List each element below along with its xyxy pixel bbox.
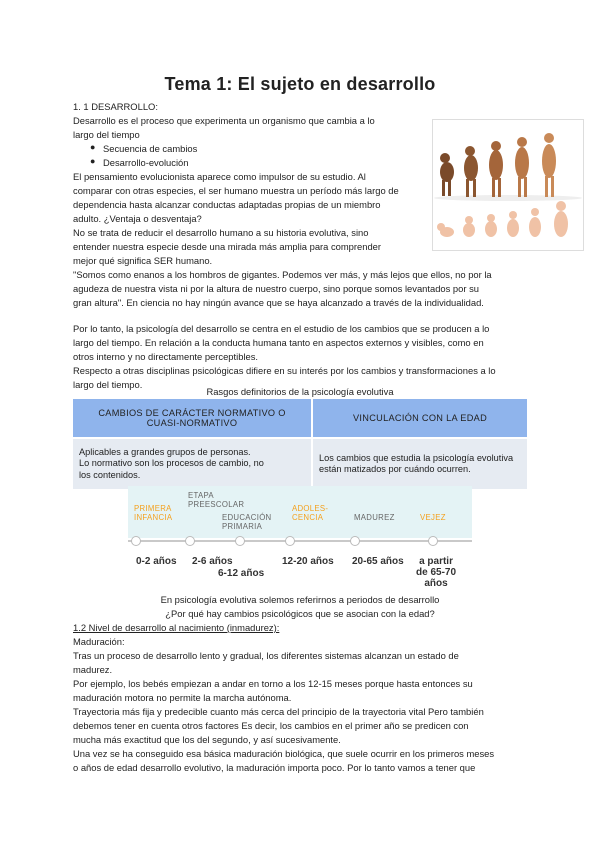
stage-madurez: MADUREZ (354, 513, 395, 522)
page-title: Tema 1: El sujeto en desarrollo (164, 74, 436, 94)
stage-label: PRIMARIA (222, 521, 263, 531)
paragraph-line: adulto. ¿Ventaja o desventaja? (73, 213, 202, 224)
timeline-dot (350, 536, 360, 546)
paragraph-line: largo del tiempo. En relación a la conducta humana tanto en aspectos externos y visibles, como en (73, 337, 484, 348)
paragraph-line: mejor qué significa SER humano. (73, 255, 213, 266)
section-heading: 1.2 Nivel de desarrollo al nacimiento (inmadurez): (73, 622, 280, 633)
stage-preescolar (188, 492, 244, 509)
bullet-icon: ● (90, 156, 96, 166)
paragraph-line: Por ejemplo, los bebés empiezan a andar en torno a los 12-15 meses porque hasta entonces su (73, 678, 473, 689)
table-header-cell: VINCULACIÓN CON LA EDAD (312, 399, 527, 438)
paragraph-line: Una vez se ha conseguido esa básica maduración biológica, que suele ocurrir en los primeros meses (73, 748, 495, 759)
stage-label: ETAPA (188, 491, 214, 500)
paragraph-line: Desarrollo es el proceso que experimenta un organismo que cambia a lo (73, 115, 375, 126)
paragraph-line: madurez. (73, 664, 113, 675)
section-heading: 1. 1 DESARROLLO: (73, 101, 158, 112)
paragraph-line: mucha más exactitud que los del segundo, y así sucesivamente. (73, 734, 341, 745)
age-range: 20-65 años (352, 556, 404, 567)
header-line: CAMBIOS DE CARÁCTER NORMATIVO O (98, 408, 286, 418)
header-line: CUASI-NORMATIVO (146, 418, 238, 428)
caption-line: En psicología evolutiva solemos referirnos a periodos de desarrollo (160, 594, 440, 605)
age-range-vejez (416, 556, 456, 589)
timeline-dot (428, 536, 438, 546)
paragraph-line: otros interno y no directamente perceptibles. (73, 351, 258, 362)
age-range: 12-20 años (282, 556, 334, 567)
age-range: 6-12 años (218, 568, 265, 579)
table-cell (312, 438, 527, 489)
paragraph-line: El pensamiento evolucionista aparece como impulsor de su estudio. Al (73, 171, 366, 182)
age-range: 2-6 años (192, 556, 233, 567)
caption-line: ¿Por qué hay cambios psicológicos que se asocian con la edad? (165, 608, 435, 619)
quote-line: gran altura". En ciencia no hay ningún avance que se haya alcanzado a través de la individualidad. (73, 297, 484, 308)
paragraph-line: largo del tiempo (73, 129, 140, 140)
quote-line: "Somos como enanos a los hombros de gigantes. Podemos ver más, y más lejos que ellos, no por la (73, 269, 492, 280)
stage-label: PREESCOLAR (188, 499, 245, 509)
cell-line: Lo normativo son los procesos de cambio, no (79, 458, 264, 469)
table-caption: Rasgos definitorios de la psicología evolutiva (206, 386, 394, 397)
bullet-item: Secuencia de cambios (103, 143, 198, 154)
paragraph-line: Por lo tanto, la psicología del desarrollo se centra en el estudio de los cambios que se producen a lo (73, 323, 490, 334)
table-header-cell (73, 399, 312, 438)
evolution-illustration (432, 119, 584, 251)
stage-label: PRIMERA (134, 504, 172, 513)
cell-line: están matizados por cuándo ocurren. (319, 464, 471, 474)
quote-line: agudeza de nuestra vista ni por la altura de nuestro cuerpo, sino porque somos levantados por su (73, 283, 479, 294)
timeline-dot (185, 536, 195, 546)
bullet-item: Desarrollo-evolución (103, 157, 189, 168)
age-range: 0-2 años (136, 556, 177, 567)
paragraph-line: Trayectoria más fija y predecible cuanto más cerca del principio de la trayectoria vital Pero también (73, 706, 484, 717)
bullet-icon: ● (90, 142, 96, 152)
stage-vejez: VEJEZ (420, 513, 446, 522)
paragraph-line: No se trata de reducir el desarrollo humano a su historia evolutiva, sino (73, 227, 369, 238)
table-header-row (73, 399, 527, 438)
paragraph-line: Respecto a otras disciplinas psicológicas difiere en su interés por los cambios y transformaciones a lo (73, 365, 496, 376)
age-line: a partir (419, 556, 453, 567)
paragraph-line: largo del tiempo. (73, 379, 143, 390)
paragraph-line: Tras un proceso de desarrollo lento y gradual, los diferentes sistemas alcanzan un estado de (73, 650, 459, 661)
table-row (73, 438, 527, 489)
paragraph-line: entender nuestra especie desde una mirada más amplia para comprender (73, 241, 381, 252)
cell-line: los contenidos. (79, 469, 141, 480)
table-cell (73, 438, 312, 489)
stage-label: INFANCIA (134, 512, 173, 522)
paragraph-line: dependencia hasta alcanzar conductas adaptadas propias de un miembro (73, 199, 381, 210)
paragraph-line: maduración motora no permite la marcha autónoma. (73, 692, 292, 703)
age-line: de 65-70 (416, 567, 457, 578)
stage-label: ADOLES- (292, 504, 329, 513)
timeline-dot (285, 536, 295, 546)
cell-line: Aplicables a grandes grupos de personas. (79, 446, 251, 457)
timeline-axis (128, 540, 472, 542)
timeline-dot (235, 536, 245, 546)
features-table (73, 399, 527, 489)
evolution-icon (433, 120, 583, 250)
stage-label: EDUCACIÓN (222, 513, 272, 522)
age-line: años (424, 578, 448, 589)
cell-line: Los cambios que estudia la psicología evolutiva (319, 452, 514, 463)
paragraph-line: o años de edad desarrollo evolutivo, la maduración importa poco. Por lo tanto vamos a tener que (73, 762, 476, 773)
development-timeline (128, 486, 472, 590)
paragraph-line: comparar con otras especies, el ser humano muestra un período más largo de (73, 185, 399, 196)
paragraph-line: debemos tener en cuenta otros factores Es decir, los cambios en el primer año se predicen con (73, 720, 469, 731)
subheading: Maduración: (73, 636, 125, 647)
stage-primera-infancia (134, 505, 172, 522)
timeline-dot (131, 536, 141, 546)
stage-primaria (222, 514, 272, 531)
stage-adolescencia (292, 505, 328, 522)
stage-label: CENCIA (292, 512, 324, 522)
